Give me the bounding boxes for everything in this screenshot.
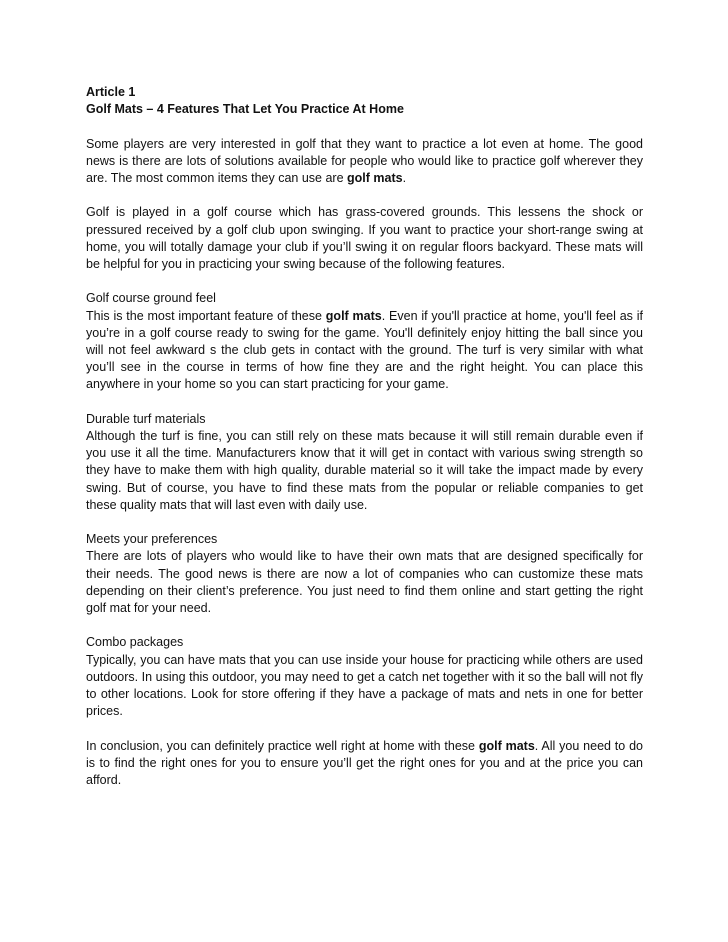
intro-text-end: . <box>402 171 407 185</box>
intro-paragraph <box>86 136 643 188</box>
section-keyword: golf mats <box>325 308 382 323</box>
body-paragraph-text: Golf is played in a golf course which has grass-covered grounds. This lessens the shock or pressured received by a golf club upon swinging. If you want to practice your short-range swing at home, you will totally damage your club if you’ll swing it on regular floors backyard. These mats will be helpful for you in practicing your swing because of the following features. <box>86 205 643 271</box>
document-page <box>86 84 643 806</box>
section-combo-packages <box>86 634 643 720</box>
section-text-end: . Even if you'll practice at home, you'll feel as if you’re in a golf course ready to swing for the game. You'll definitely enjoy hitting the ball since you will not feel awkward s the club gets in contact with the ground. The turf is very similar with what you’ll see in the course in terms of how fine they are and the right height. You can place this anywhere in your home so you can start practicing for your game. <box>86 308 643 392</box>
intro-keyword: golf mats <box>347 171 403 185</box>
conclusion-paragraph <box>86 738 643 790</box>
section-title: Meets your preferences <box>86 532 218 547</box>
article-label: Article 1 <box>86 85 136 99</box>
conclusion-keyword: golf mats <box>478 738 535 753</box>
conclusion-text: In conclusion, you can definitely practice well right at home with these <box>86 738 479 753</box>
section-text: Although the turf is fine, you can still rely on these mats because it will still remain durable even if you use it all the time. Manufacturers know that it will get in contact with various swing strength so they have to make them with high quality, durable material so it will take the impact made by every swing. But of course, you have to find these mats from the popular or reliable companies to get these quality mats that will last even with daily use. <box>86 429 643 512</box>
article-heading <box>86 84 643 118</box>
section-title: Golf course ground feel <box>86 291 216 306</box>
conclusion-text-end: . All you need to do is to find the right ones for you to ensure you’ll get the right ones for you and at the price you can afford. <box>86 738 643 788</box>
section-ground-feel <box>86 290 643 393</box>
section-durable-turf <box>86 411 643 514</box>
section-text: Typically, you can have mats that you can use inside your house for practicing while others are used outdoors. In using this outdoor, you may need to get a catch net together with it so the ball will not fly to other locations. Look for store offering if they have a package of mats and nets in one for better prices. <box>86 652 643 719</box>
section-text: There are lots of players who would like to have their own mats that are designed specifically for their needs. The good news is there are now a lot of companies who can customize these mats depending on their client’s preference. You just need to find them online and start getting the right golf mat for your need. <box>86 549 643 616</box>
article-title: Golf Mats – 4 Features That Let You Practice At Home <box>86 102 404 117</box>
section-title: Durable turf materials <box>86 411 206 426</box>
body-paragraph <box>86 204 643 273</box>
intro-text: Some players are very interested in golf that they want to practice a lot even at home. The good news is there are lots of solutions available for people who would like to practice golf wherever they are. The most common items they can use are <box>86 136 643 185</box>
section-title: Combo packages <box>86 635 184 650</box>
section-preferences <box>86 531 643 617</box>
section-text: This is the most important feature of these <box>86 308 326 323</box>
